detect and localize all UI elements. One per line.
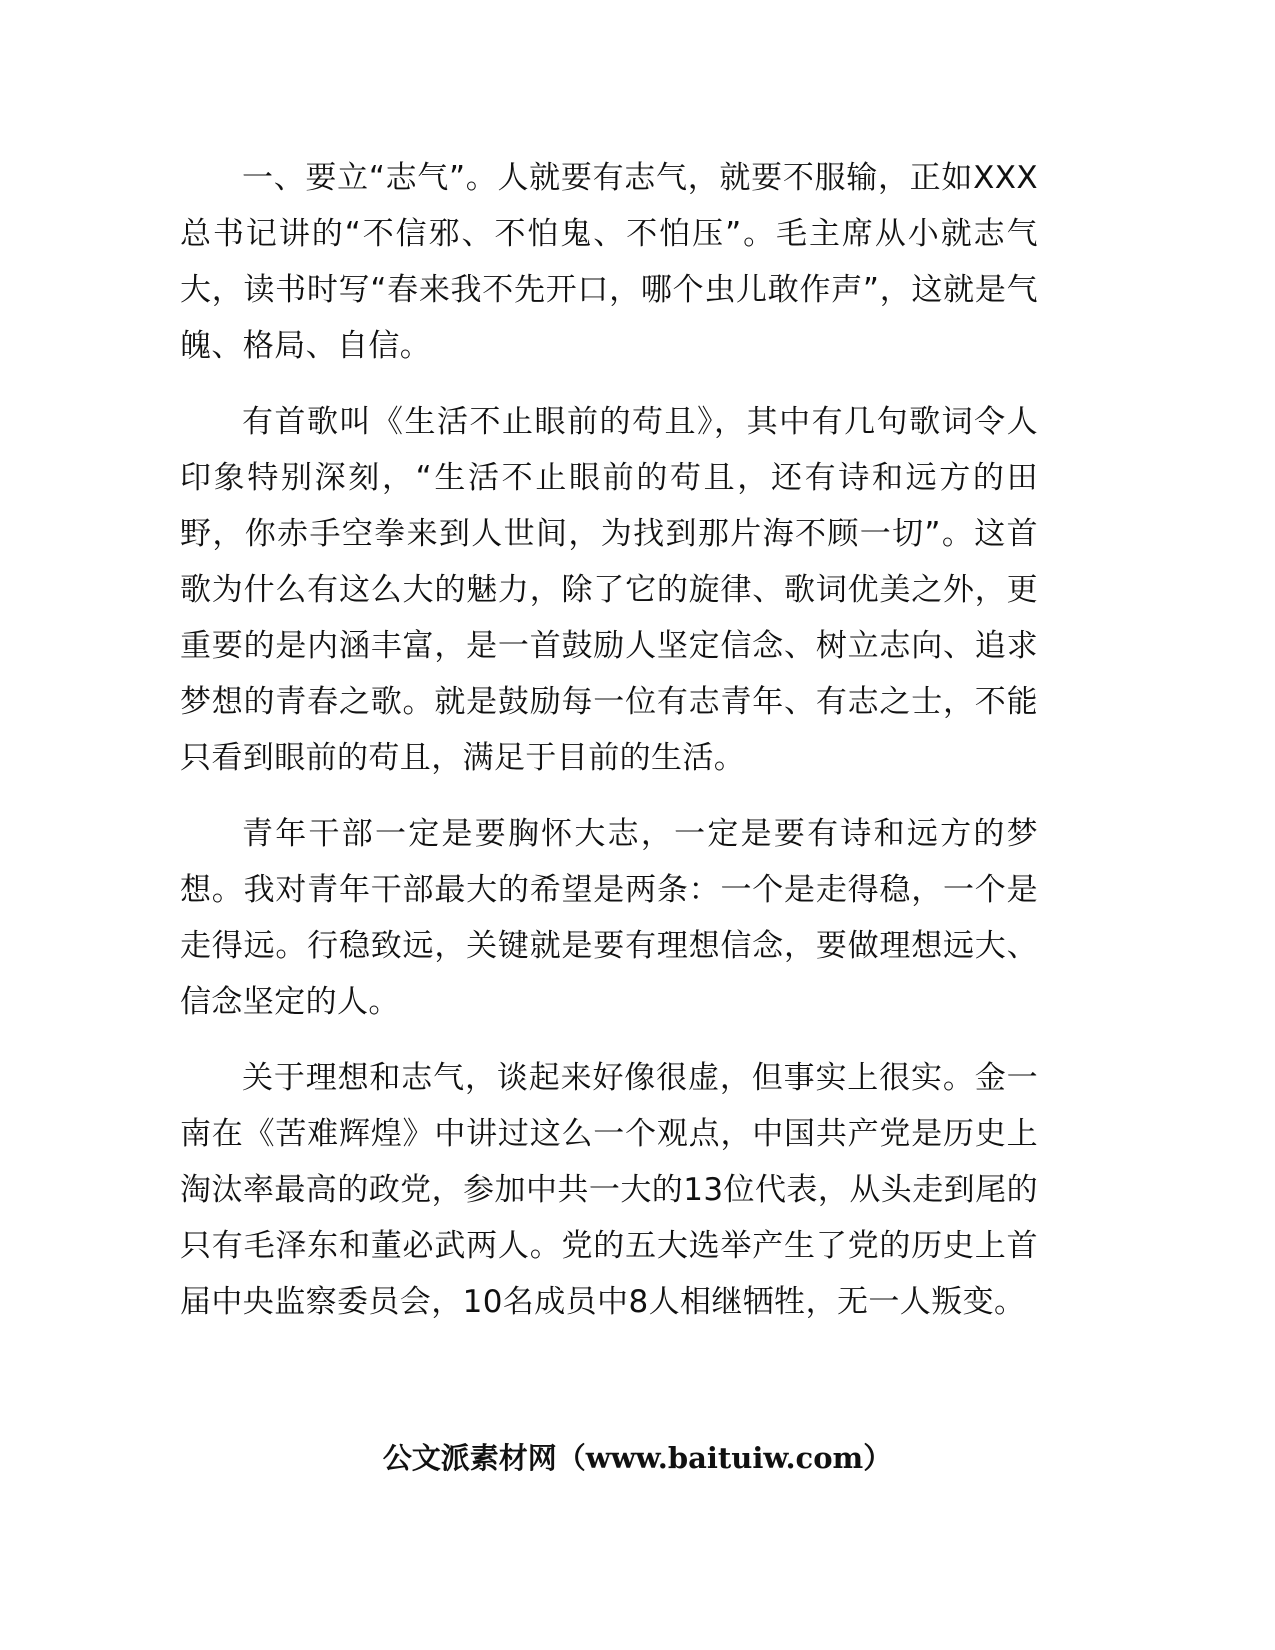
paragraph-1: 一、要立“志气”。人就要有志气，就要不服输，正如XXX总书记讲的“不信邪、不怕鬼、不怕压”。毛主席从小就志气大，读书时写“春来我不先开口，哪个虫儿敢作声”，这就是气魄、格局、自信。: [180, 160, 1038, 364]
paragraph-4: 关于理想和志气，谈起来好像很虚，但事实上很实。金一南在《苦难辉煌》中讲过这么一个观点，中国共产党是历史上淘汰率最高的政党，参加中共一大的13位代表，从头走到尾的只有毛泽东和董必武两人。党的五大选举产生了党的历史上首届中央监察委员会，10名成员中8人相继牺牲，无一人叛变。: [180, 1060, 1038, 1320]
paragraph-2: 有首歌叫《生活不止眼前的苟且》，其中有几句歌词令人印象特别深刻，“生活不止眼前的苟且，还有诗和远方的田野，你赤手空拳来到人世间，为找到那片海不顾一切”。这首歌为什么有这么大的魅力，除了它的旋律、歌词优美之外，更重要的是内涵丰富，是一首鼓励人坚定信念、树立志向、追求梦想的青春之歌。就是鼓励每一位有志青年、有志之士，不能只看到眼前的苟且，满足于目前的生活。: [180, 404, 1038, 776]
footer-watermark: 公文派素材网（www.baituiw.com）: [382, 1441, 893, 1475]
document-body: [180, 150, 1038, 1350]
paragraph-3: 青年干部一定是要胸怀大志，一定是要有诗和远方的梦想。我对青年干部最大的希望是两条：一个是走得稳，一个是走得远。行稳致远，关键就是要有理想信念，要做理想远大、信念坚定的人。: [180, 816, 1038, 1020]
